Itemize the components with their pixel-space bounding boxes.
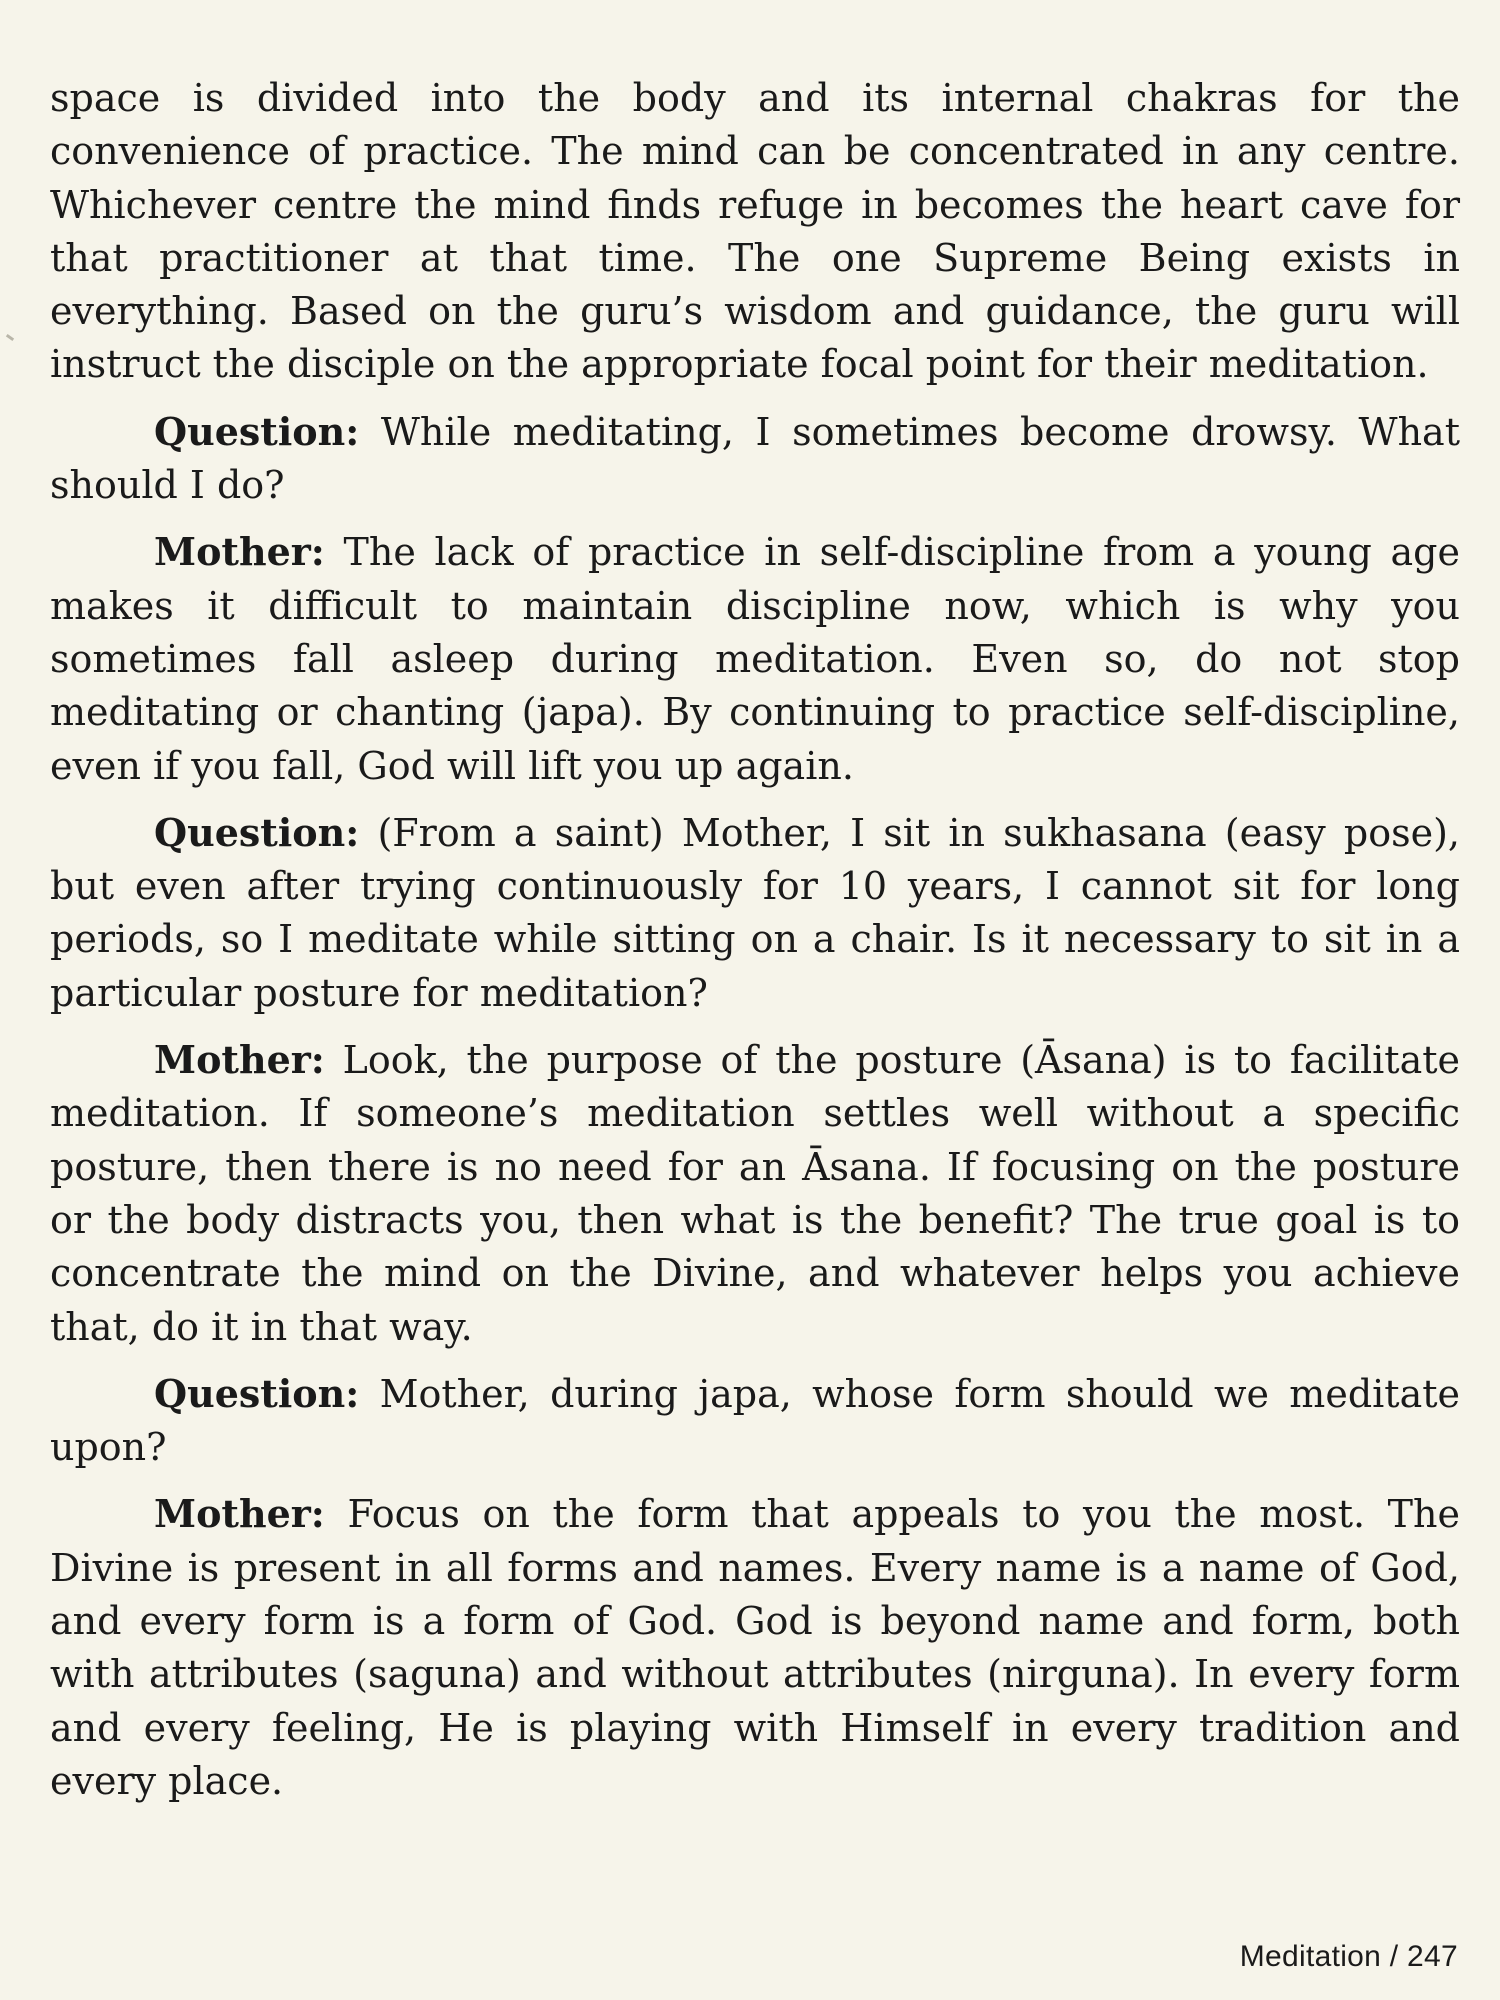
scan-mark — [6, 334, 14, 341]
paragraph-text: The lack of practice in self-discipline from a young age makes it difficult to maintain discipline now, which is why you sometimes fall asleep during meditation. Even so, do not stop meditating or chanting (japa). By continuing to practice self-discipline, even if you fall, God will lift you up again. — [50, 530, 1460, 788]
speaker-label: Mother: — [154, 1491, 325, 1537]
speaker-label: Mother: — [154, 1037, 325, 1083]
paragraph-answer — [50, 525, 1460, 792]
speaker-label: Question: — [154, 809, 360, 855]
paragraph-question — [50, 405, 1460, 513]
paragraph-question — [50, 1367, 1460, 1475]
paragraph-text: Focus on the form that appeals to you the most. The Divine is present in all forms and names. Every name is a name of God, and every form is a form of God. God is beyond name and form, both with attributes (saguna) and without attributes (nirguna). In every form and every feeling, He is playing with Himself in every tradition and every place. — [50, 1492, 1460, 1803]
paragraph-answer — [50, 1033, 1460, 1354]
paragraph-continuation — [50, 72, 1460, 392]
paragraph-text: Look, the purpose of the posture (Āsana) is to facilitate meditation. If someone’s meditation settles well without a specific posture, then there is no need for an Āsana. If focusing on the posture or the body distracts you, then what is the benefit? The true goal is to concentrate the mind on the Divine, and whatever helps you achieve that, do it in that way. — [50, 1038, 1460, 1349]
paragraph-answer — [50, 1487, 1460, 1808]
paragraph-question — [50, 806, 1460, 1020]
page-footer: Meditation / 247 — [1239, 1940, 1458, 1973]
speaker-label: Question: — [154, 408, 360, 454]
body-text — [50, 72, 1460, 1821]
paragraph-text: Mother, during japa, whose form should we meditate upon? — [50, 1371, 1460, 1470]
speaker-label: Question: — [154, 1370, 360, 1416]
paragraph-text: space is divided into the body and its internal chakras for the convenience of practice. The mind can be concentrated in any centre. Whichever centre the mind finds refuge in becomes the heart cave for that practitioner at that time. The one Supreme Being exists in everything. Based on the guru’s wisdom and guidance, the guru will instruct the disciple on the appropriate focal point for their meditation. — [50, 76, 1460, 387]
speaker-label: Mother: — [154, 529, 325, 575]
paragraph-text: While meditating, I sometimes become drowsy. What should I do? — [50, 409, 1460, 508]
paragraph-text: (From a saint) Mother, I sit in sukhasana (easy pose), but even after trying continuously for 10 years, I cannot sit for long periods, so I meditate while sitting on a chair. Is it necessary to sit in a particular posture for meditation? — [50, 810, 1460, 1015]
